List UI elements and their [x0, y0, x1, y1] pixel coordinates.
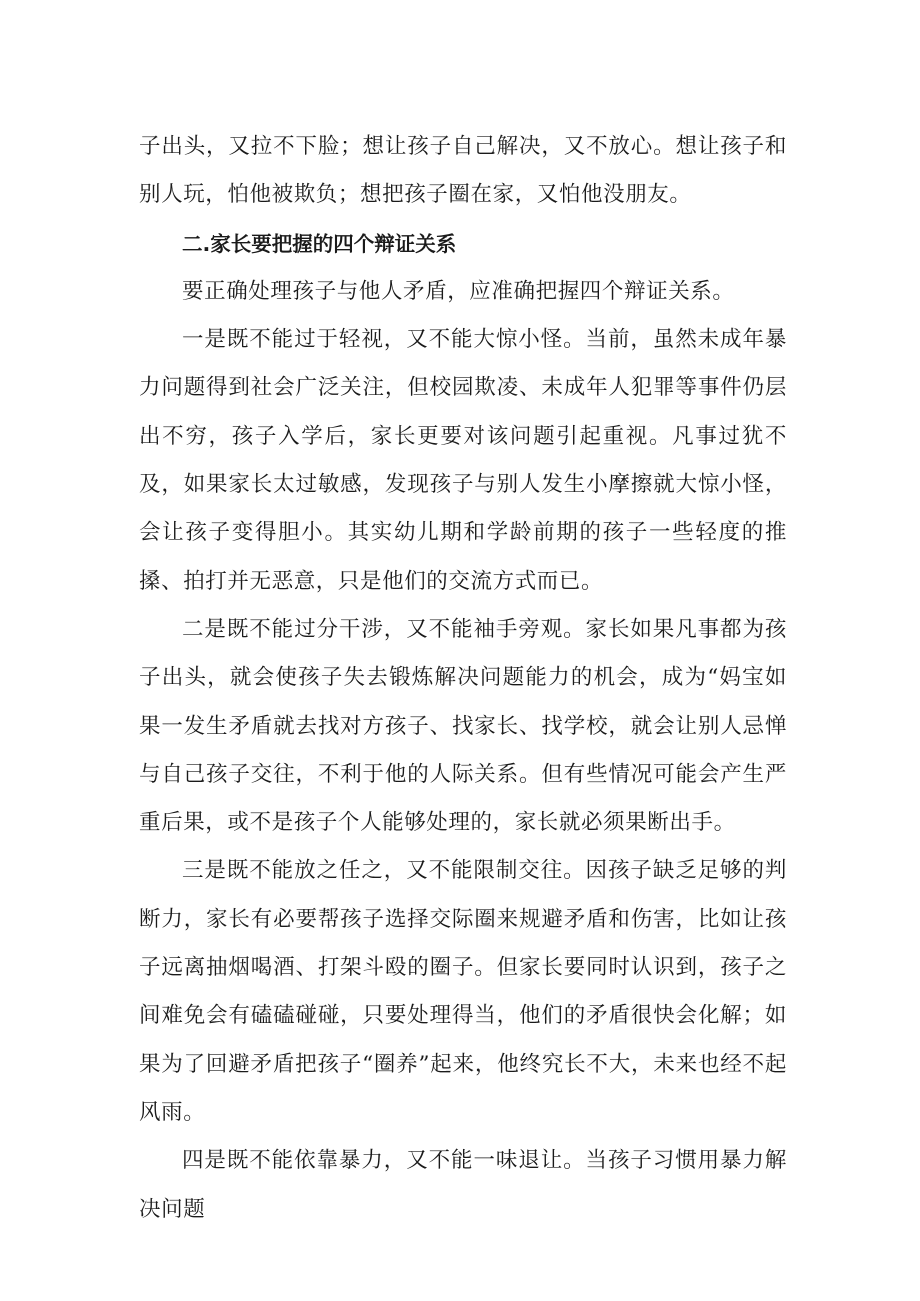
- paragraph-intro: 要正确处理孩子与他人矛盾，应准确把握四个辩证关系。: [182, 278, 735, 304]
- paragraph-continuation: 子出头，又拉不下脸；想让孩子自己解决，又不放心。想让孩子和别人玩，怕他被欺负；想把孩子圈在家，又怕他没朋友。: [139, 134, 787, 208]
- section-heading: 二.家长要把握的四个辩证关系: [182, 231, 457, 256]
- paragraph-relation-two: 二是既不能过分干涉，又不能袖手旁观。家长如果凡事都为孩子出头，就会使孩子失去锻炼解决问题能力的机会，成为“妈宝如果一发生矛盾就去找对方孩子、找家长、找学校，就会让别人忌惮与自己孩子交往，不利于他的人际关系。但有些情况可能会产生严重后果，或不是孩子个人能够处理的，家长就必须果断出手。: [139, 616, 787, 836]
- paragraph-relation-four: 四是既不能依靠暴力，又不能一味退让。当孩子习惯用暴力解决问题: [139, 1148, 787, 1222]
- paragraph-relation-one: 一是既不能过于轻视，又不能大惊小怪。当前，虽然未成年暴力问题得到社会广泛关注，但校园欺凌、未成年人犯罪等事件仍层出不穷，孩子入学后，家长更要对该问题引起重视。凡事过犹不及，如果家长太过敏感，发现孩子与别人发生小摩擦就大惊小怪，会让孩子变得胆小。其实幼儿期和学龄前期的孩子一些轻度的推搡、拍打并无恶意，只是他们的交流方式而已。: [139, 327, 787, 594]
- document-body: [139, 123, 787, 1234]
- paragraph-relation-three: 三是既不能放之任之，又不能限制交往。因孩子缺乏足够的判断力，家长有必要帮孩子选择交际圈来规避矛盾和伤害，比如让孩子远离抽烟喝酒、打架斗殴的圈子。但家长要同时认识到，孩子之间难免会有磕磕碰碰，只要处理得当，他们的矛盾很快会化解；如果为了回避矛盾把孩子“圈养”起来，他终究长不大，未来也经不起风雨。: [139, 858, 787, 1125]
